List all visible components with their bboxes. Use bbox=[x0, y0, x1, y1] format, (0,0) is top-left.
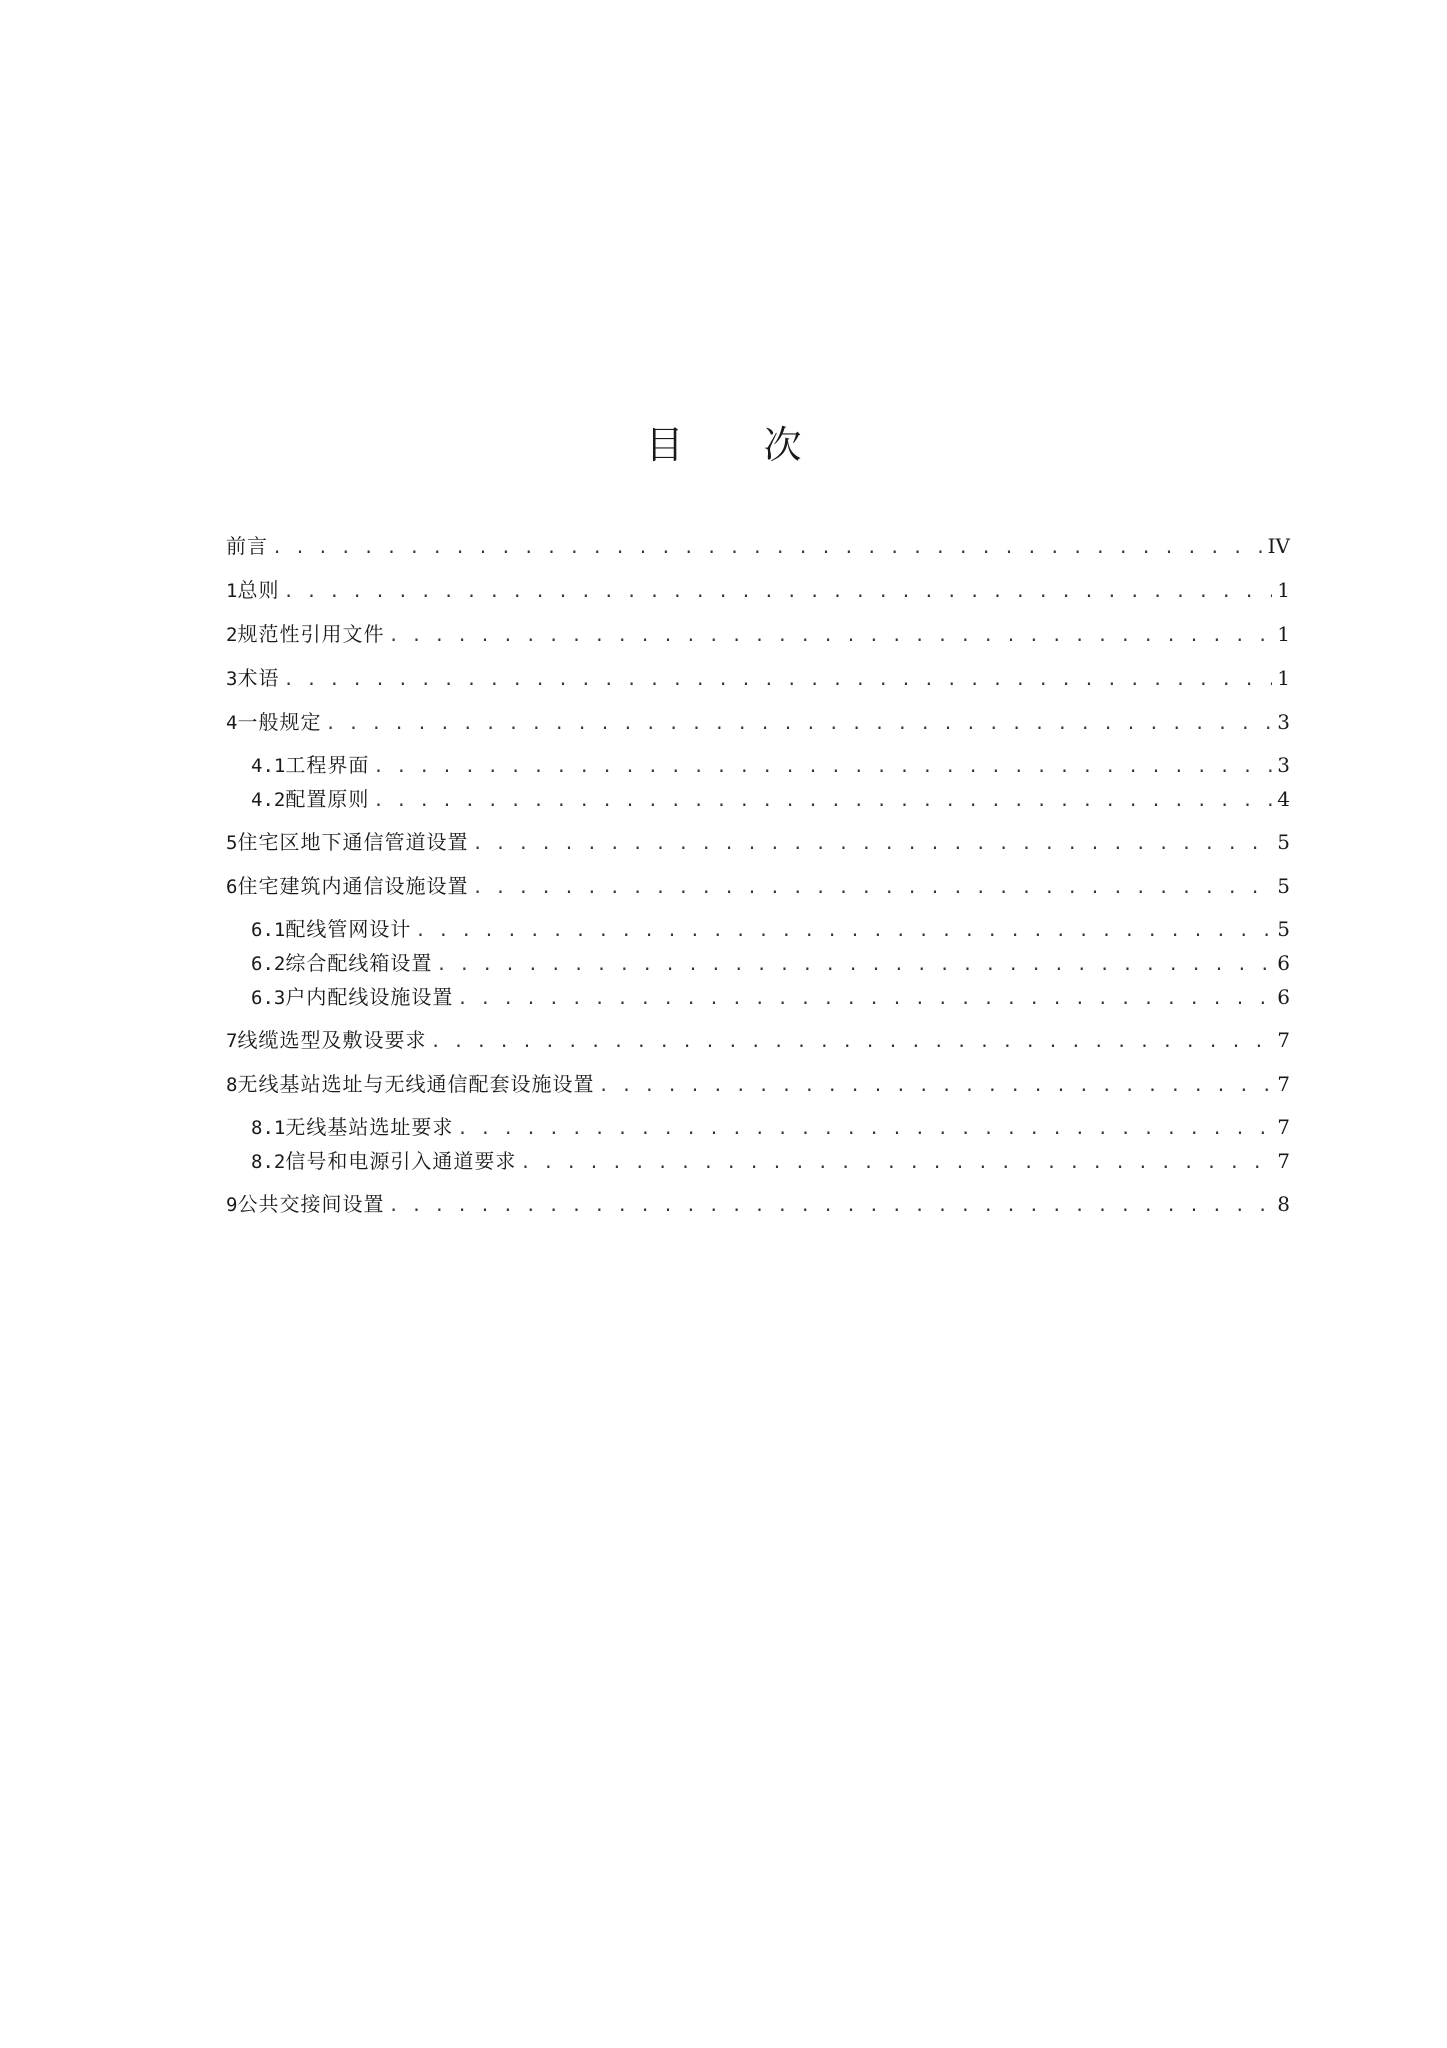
toc-entry[interactable] bbox=[226, 868, 1290, 904]
toc-leader-dots bbox=[436, 948, 1272, 982]
toc-entry-number: 6.3 bbox=[251, 987, 286, 1009]
toc-entry-title: 前言 bbox=[226, 534, 268, 558]
toc-entry-title: 无线基站选址要求 bbox=[285, 1115, 454, 1139]
toc-entry[interactable] bbox=[226, 1066, 1290, 1102]
toc-entry-page: 8 bbox=[1277, 1192, 1290, 1216]
toc-entry-number: 8.1 bbox=[251, 1117, 286, 1139]
toc-entry-number: 5 bbox=[226, 832, 238, 854]
toc-entry-page: 7 bbox=[1277, 1028, 1290, 1052]
toc-subentry[interactable] bbox=[226, 782, 1290, 816]
toc-entry-number: 3 bbox=[226, 668, 238, 690]
toc-entry-title: 线缆选型及敷设要求 bbox=[237, 1028, 427, 1052]
toc-entry-page: 1 bbox=[1277, 578, 1290, 602]
toc-entry-number: 8.2 bbox=[251, 1151, 286, 1173]
toc-entry[interactable] bbox=[226, 1022, 1290, 1058]
toc-entry-number: 6 bbox=[226, 876, 238, 898]
toc-entry-page: 1 bbox=[1277, 666, 1290, 690]
toc-leader-dots bbox=[283, 662, 1272, 698]
toc-subentry[interactable] bbox=[226, 980, 1290, 1014]
toc-entry-page: IV bbox=[1267, 534, 1290, 558]
toc-leader-dots bbox=[283, 574, 1272, 610]
page-title: 目 次 bbox=[645, 423, 836, 467]
toc-leader-dots bbox=[520, 1146, 1272, 1180]
toc-leader-dots bbox=[325, 706, 1272, 742]
toc-entry-title: 综合配线箱设置 bbox=[285, 951, 433, 975]
toc-entry[interactable] bbox=[226, 528, 1290, 564]
toc-entry-page: 6 bbox=[1277, 985, 1290, 1009]
toc-entry-number: 6.2 bbox=[251, 953, 286, 975]
toc-leader-dots bbox=[388, 1188, 1272, 1224]
toc-subentry[interactable] bbox=[226, 946, 1290, 980]
toc-entry-title: 无线基站选址与无线通信配套设施设置 bbox=[237, 1072, 595, 1096]
toc-entry[interactable] bbox=[226, 616, 1290, 652]
toc-entry-title: 户内配线设施设置 bbox=[285, 985, 454, 1009]
toc-entry-number: 1 bbox=[226, 580, 238, 602]
toc-subentry[interactable] bbox=[226, 748, 1290, 782]
toc-leader-dots bbox=[598, 1068, 1272, 1104]
toc-entry-title: 工程界面 bbox=[285, 753, 370, 777]
toc-entry-title: 一般规定 bbox=[237, 710, 322, 734]
toc-entry-page: 7 bbox=[1277, 1072, 1290, 1096]
toc-entry-number: 9 bbox=[226, 1194, 238, 1216]
toc-leader-dots bbox=[415, 914, 1272, 948]
toc-entry-title: 配置原则 bbox=[285, 787, 370, 811]
toc-entry-page: 4 bbox=[1277, 787, 1290, 811]
toc-leader-dots bbox=[472, 826, 1272, 862]
toc-entry-title: 总则 bbox=[237, 578, 280, 602]
toc-entry-number: 4.1 bbox=[251, 755, 286, 777]
toc-leader-dots bbox=[272, 530, 1264, 566]
toc-entry-page: 1 bbox=[1277, 622, 1290, 646]
toc-leader-dots bbox=[388, 618, 1272, 654]
toc-entry-page: 6 bbox=[1277, 951, 1290, 975]
toc-entry-title: 规范性引用文件 bbox=[237, 622, 385, 646]
toc-entry-number: 7 bbox=[226, 1030, 238, 1052]
toc-entry-page: 7 bbox=[1277, 1149, 1290, 1173]
toc-entry[interactable] bbox=[226, 572, 1290, 608]
toc-entry-number: 2 bbox=[226, 624, 238, 646]
toc-entry-title: 信号和电源引入通道要求 bbox=[285, 1149, 517, 1173]
toc-entry[interactable] bbox=[226, 824, 1290, 860]
toc-entry-number: 4 bbox=[226, 712, 238, 734]
toc-entry-title: 住宅建筑内通信设施设置 bbox=[237, 874, 469, 898]
toc-entry[interactable] bbox=[226, 660, 1290, 696]
toc-entry-page: 5 bbox=[1277, 917, 1290, 941]
toc-subentry[interactable] bbox=[226, 1144, 1290, 1178]
toc-leader-dots bbox=[457, 1112, 1272, 1146]
toc-entry-page: 5 bbox=[1277, 874, 1290, 898]
toc-entry-title: 公共交接间设置 bbox=[237, 1192, 385, 1216]
toc-entry-page: 5 bbox=[1277, 830, 1290, 854]
toc-entry-title: 术语 bbox=[237, 666, 280, 690]
toc-subentry[interactable] bbox=[226, 912, 1290, 946]
toc-leader-dots bbox=[373, 750, 1272, 784]
toc-entry-title: 配线管网设计 bbox=[285, 917, 412, 941]
toc-entry-page: 7 bbox=[1277, 1115, 1290, 1139]
toc-leader-dots bbox=[373, 784, 1272, 818]
toc-leader-dots bbox=[457, 982, 1272, 1016]
toc-entry[interactable] bbox=[226, 1186, 1290, 1222]
toc-leader-dots bbox=[430, 1024, 1272, 1060]
toc-subentry[interactable] bbox=[226, 1110, 1290, 1144]
table-of-contents bbox=[226, 528, 1290, 1222]
toc-entry-page: 3 bbox=[1277, 710, 1290, 734]
toc-entry[interactable] bbox=[226, 704, 1290, 740]
toc-entry-title: 住宅区地下通信管道设置 bbox=[237, 830, 469, 854]
toc-entry-number: 4.2 bbox=[251, 789, 286, 811]
toc-entry-number: 6.1 bbox=[251, 919, 286, 941]
toc-entry-number: 8 bbox=[226, 1074, 238, 1096]
toc-leader-dots bbox=[472, 870, 1272, 906]
toc-entry-page: 3 bbox=[1277, 753, 1290, 777]
